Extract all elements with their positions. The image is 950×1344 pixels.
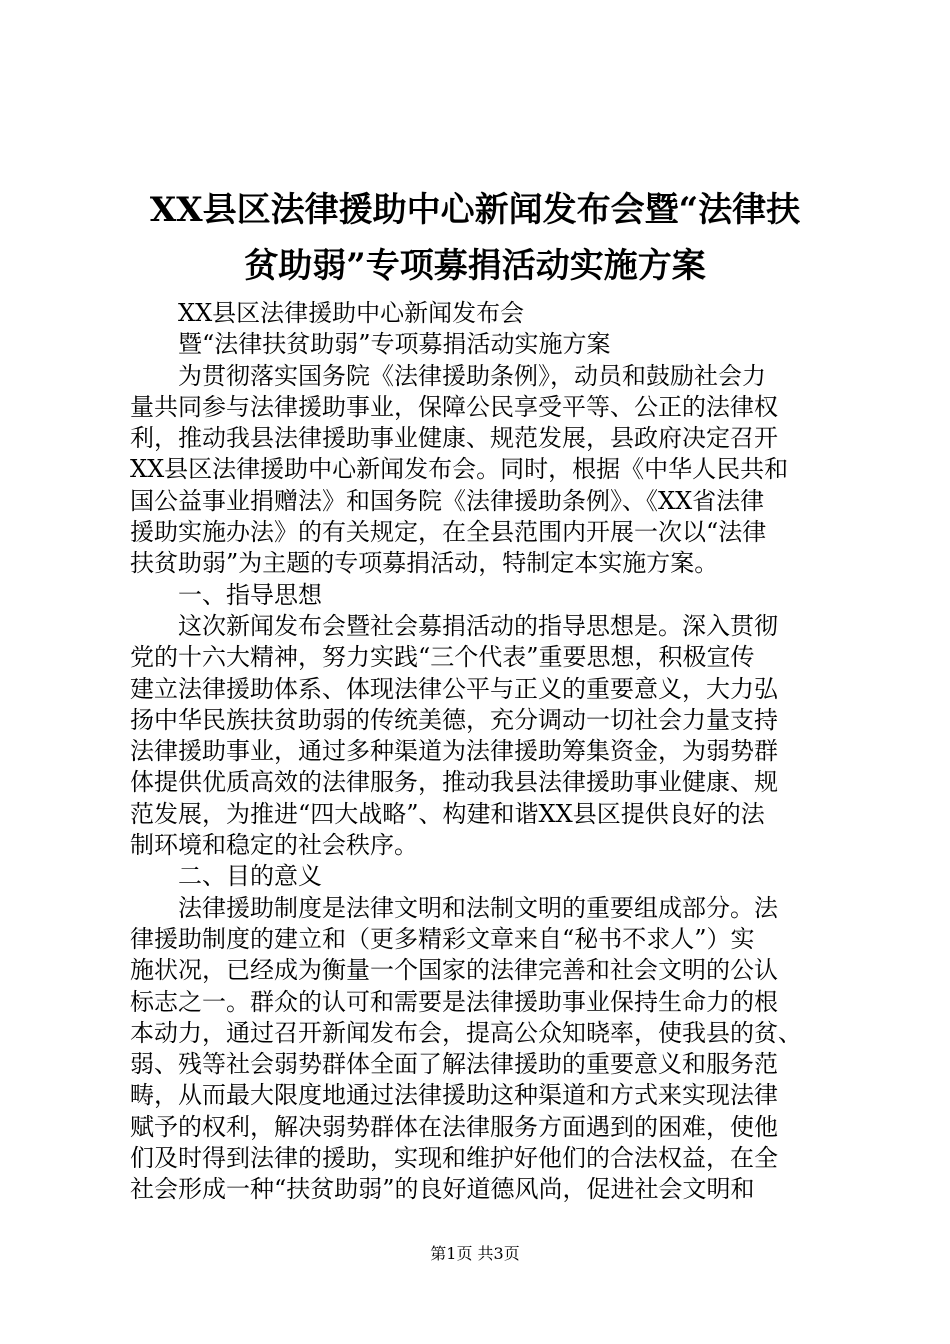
paragraph-line: 律援助制度的建立和（更多精彩文章来自“秘书不求人”）实: [130, 924, 755, 953]
paragraph-line: 畴，从而最大限度地通过法律援助这种渠道和方式来实现法律: [130, 1081, 778, 1110]
paragraph-line: 为贯彻落实国务院《法律援助条例》，动员和鼓励社会力: [178, 361, 766, 390]
paragraph-line: 建立法律援助体系、体现法律公平与正义的重要意义，大力弘: [130, 674, 778, 703]
document-title: [110, 182, 840, 294]
paragraph-line: 扬中华民族扶贫助弱的传统美德，充分调动一切社会力量支持: [130, 705, 778, 734]
paragraph-line: 这次新闻发布会暨社会募捐活动的指导思想是。深入贯彻: [178, 611, 778, 640]
paragraph-line: 制环境和稳定的社会秩序。: [130, 831, 418, 860]
paragraph-line: 们及时得到法律的援助，实现和维护好他们的合法权益，在全: [130, 1144, 778, 1173]
paragraph-line: 施状况，已经成为衡量一个国家的法律完善和社会文明的公认: [130, 956, 778, 985]
paragraph-line: 量共同参与法律援助事业，保障公民享受平等、公正的法律权: [130, 392, 778, 421]
paragraph-line: 弱、残等社会弱势群体全面了解法律援助的重要意义和服务范: [130, 1050, 778, 1079]
paragraph-line: 赋予的权利，解决弱势群体在法律服务方面遇到的困难，使他: [130, 1112, 778, 1141]
title-line: XX县区法律援助中心新闻发布会暨“法律扶: [149, 190, 801, 230]
title-line: 贫助弱”专项募捐活动实施方案: [244, 246, 706, 286]
paragraph-line: 利，推动我县法律援助事业健康、规范发展，县政府决定召开: [130, 424, 778, 453]
section-heading: 二、目的意义: [178, 862, 322, 891]
paragraph-line: 体提供优质高效的法律服务，推动我县法律援助事业健康、规: [130, 768, 778, 797]
section-heading: 一、指导思想: [178, 580, 322, 609]
paragraph-line: 本动力，通过召开新闻发布会，提高公众知晓率，使我县的贫、: [130, 1018, 802, 1047]
subtitle-line: 暨“法律扶贫助弱”专项募捐活动实施方案: [178, 330, 611, 359]
page-footer: 第1页 共3页: [430, 1244, 520, 1263]
paragraph-line: 国公益事业捐赠法》和国务院《法律援助条例》、《XX省法律: [130, 486, 765, 515]
paragraph-line: 法律援助制度是法律文明和法制文明的重要组成部分。法: [178, 893, 778, 922]
document-body: [130, 298, 830, 1206]
paragraph-line: 范发展，为推进“四大战略”、构建和谐XX县区提供良好的法: [130, 799, 765, 828]
subtitle-line: XX县区法律援助中心新闻发布会: [178, 299, 525, 327]
paragraph-line: XX县区法律援助中心新闻发布会。同时，根据《中华人民共和: [130, 455, 789, 484]
paragraph-line: 援助实施办法》的有关规定，在全县范围内开展一次以“法律: [130, 518, 767, 547]
paragraph-line: 社会形成一种“扶贫助弱”的良好道德风尚，促进社会文明和: [130, 1175, 755, 1204]
paragraph-line: 法律援助事业，通过多种渠道为法律援助筹集资金，为弱势群: [130, 737, 778, 766]
paragraph-line: 标志之一。群众的认可和需要是法律援助事业保持生命力的根: [130, 987, 778, 1016]
paragraph-line: 党的十六大精神，努力实践“三个代表”重要思想，积极宣传: [130, 643, 755, 672]
paragraph-line: 扶贫助弱”为主题的专项募捐活动，特制定本实施方案。: [130, 549, 719, 578]
